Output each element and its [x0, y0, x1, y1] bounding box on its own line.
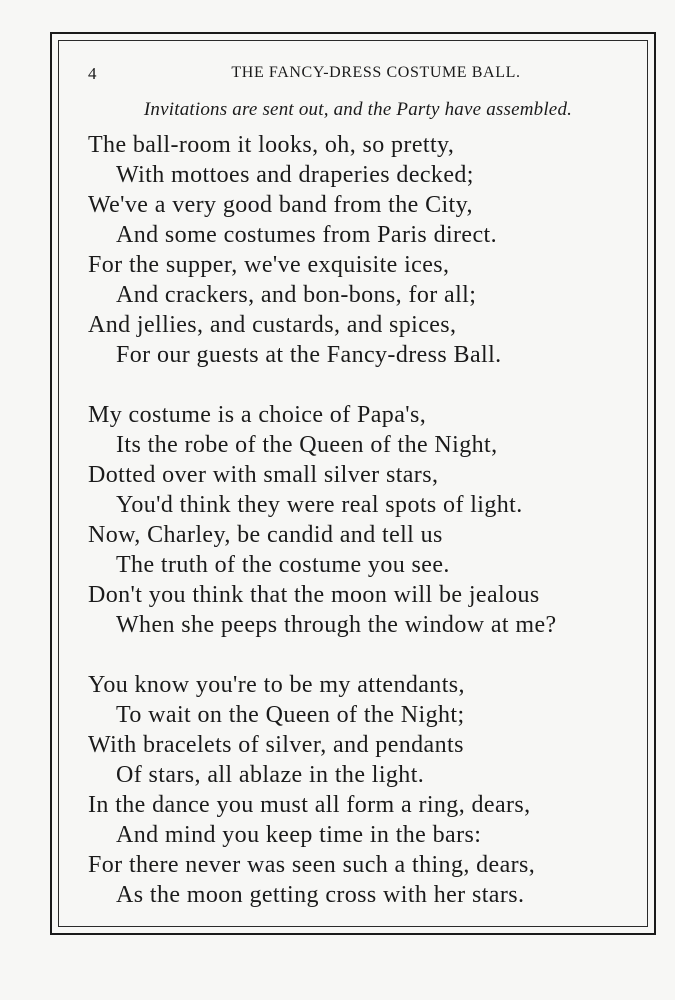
poem-line: You'd think they were real spots of light.	[116, 492, 523, 518]
running-head: THE FANCY-DRESS COSTUME BALL.	[231, 64, 521, 81]
poem-line: Now, Charley, be candid and tell us	[88, 522, 443, 548]
poem-line: Dotted over with small silver stars,	[88, 462, 439, 488]
stanza-1	[88, 130, 644, 370]
stanza-3	[88, 670, 644, 910]
poem	[88, 130, 644, 940]
poem-line: For there never was seen such a thing, dears,	[88, 852, 536, 878]
poem-line: My costume is a choice of Papa's,	[88, 402, 427, 428]
page-header	[86, 62, 626, 86]
poem-line: The ball-room it looks, oh, so pretty,	[88, 132, 455, 158]
poem-line: We've a very good band from the City,	[88, 192, 473, 218]
poem-line: Of stars, all ablaze in the light.	[116, 762, 425, 788]
poem-line: For the supper, we've exquisite ices,	[88, 252, 450, 278]
poem-line: Its the robe of the Queen of the Night,	[116, 432, 498, 458]
poem-line: When she peeps through the window at me?	[116, 612, 557, 638]
poem-line: And some costumes from Paris direct.	[116, 222, 497, 248]
stanza-2	[88, 400, 644, 640]
poem-line: You know you're to be my attendants,	[88, 672, 465, 698]
poem-line: With bracelets of silver, and pendants	[88, 732, 464, 758]
poem-line: The truth of the costume you see.	[116, 552, 450, 578]
poem-line: For our guests at the Fancy-dress Ball.	[116, 342, 502, 368]
section-subtitle: Invitations are sent out, and the Party have assembled.	[143, 99, 573, 120]
poem-line: To wait on the Queen of the Night;	[116, 702, 465, 728]
poem-line: Don't you think that the moon will be jealous	[88, 582, 540, 608]
poem-line: With mottoes and draperies decked;	[116, 162, 474, 188]
page-number: 4	[88, 64, 97, 83]
poem-line: As the moon getting cross with her stars.	[116, 882, 525, 908]
poem-line: And crackers, and bon-bons, for all;	[116, 282, 477, 308]
poem-line: And jellies, and custards, and spices,	[88, 312, 457, 338]
poem-line: And mind you keep time in the bars:	[116, 822, 482, 848]
poem-line: In the dance you must all form a ring, dears,	[88, 792, 531, 818]
